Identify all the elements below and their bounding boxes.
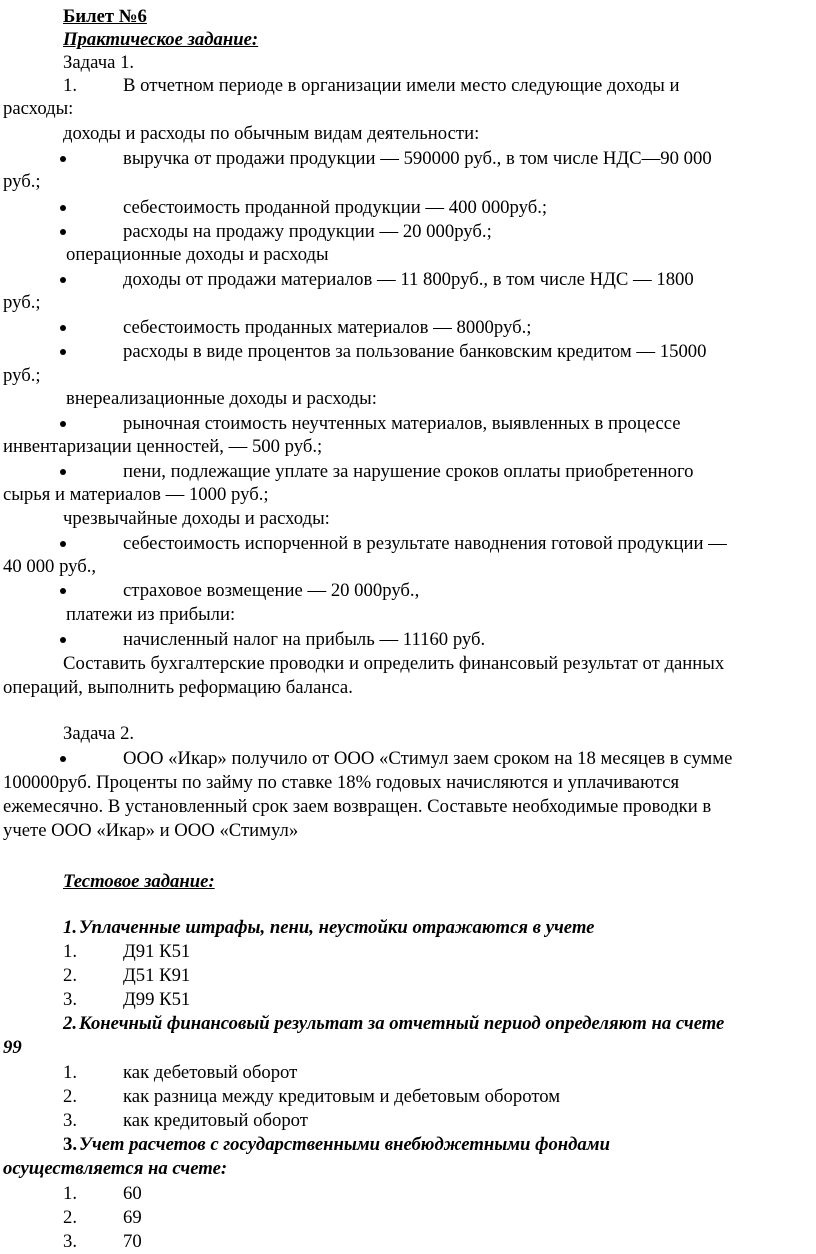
materials-income-item-cont <box>0 291 816 314</box>
option-number: 1. <box>63 941 78 962</box>
instruction-text: Составить бухгалтерские проводки и определить финансовый результат от данных <box>63 653 725 674</box>
bullet-icon <box>60 421 66 427</box>
bullet-icon <box>60 229 66 235</box>
profit-payments-heading: платежи из прибыли: <box>66 604 236 625</box>
question-1 <box>0 916 816 939</box>
question-3-cont <box>0 1157 816 1180</box>
task1-item-number: 1. <box>63 75 78 96</box>
revenue-text: выручка от продажи продукции — 590000 руб., в том числе НДС—90 000 <box>123 148 712 169</box>
option-text: Д99 К51 <box>123 989 191 1010</box>
materials-income-item <box>0 268 816 291</box>
question-2-text-cont: 99 <box>3 1037 22 1058</box>
penalty-text: пени, подлежащие уплате за нарушение сроков оплаты приобретенного <box>123 461 694 482</box>
practical-heading-line <box>0 28 816 51</box>
income-tax-item <box>0 628 816 651</box>
question-2-cont <box>0 1036 816 1059</box>
question-2-option <box>0 1085 816 1108</box>
task2-text: ООО «Икар» получило от ООО «Стимул заем сроком на 18 месяцев в сумме <box>123 748 733 769</box>
question-3-option <box>0 1206 816 1229</box>
operating-heading: операционные доходы и расходы <box>66 244 329 265</box>
materials-cost-text: себестоимость проданных материалов — 8000руб.; <box>123 317 532 338</box>
option-number: 1. <box>63 1062 78 1083</box>
insurance-text: страховое возмещение — 20 000руб., <box>123 580 420 601</box>
question-1-text: Уплаченные штрафы, пени, неустойки отражаются в учете <box>79 917 595 938</box>
flood-text-cont: 40 000 руб., <box>3 556 97 577</box>
task1-intro-line2 <box>0 97 816 120</box>
question-3-number: 3. <box>63 1134 78 1155</box>
interest-item-cont <box>0 364 816 387</box>
task1-intro-text-cont: расходы: <box>3 98 74 119</box>
option-text: 70 <box>123 1231 142 1252</box>
option-text: как дебетовый оборот <box>123 1062 298 1083</box>
question-1-option <box>0 940 816 963</box>
bullet-icon <box>60 469 66 475</box>
flood-item <box>0 532 816 555</box>
task2-label: Задача 2. <box>63 723 135 744</box>
task2-item <box>0 747 816 770</box>
insurance-item <box>0 579 816 602</box>
materials-income-text: доходы от продажи материалов — 11 800руб., в том числе НДС — 1800 <box>123 269 694 290</box>
penalty-item <box>0 460 816 483</box>
interest-text-cont: руб.; <box>3 365 41 386</box>
bullet-icon <box>60 156 66 162</box>
option-text: Д51 К91 <box>123 965 191 986</box>
nonoperating-heading: внереализационные доходы и расходы: <box>66 388 377 409</box>
operating-heading-line <box>0 243 816 266</box>
option-text: 60 <box>123 1183 142 1204</box>
surplus-item <box>0 412 816 435</box>
penalty-text-cont: сырья и материалов — 1000 руб.; <box>3 484 269 505</box>
task2-item-cont3 <box>0 819 816 842</box>
task1-intro-line <box>0 74 816 97</box>
materials-income-text-cont: руб.; <box>3 292 41 313</box>
surplus-text: рыночная стоимость неучтенных материалов, выявленных в процессе <box>123 413 681 434</box>
option-number: 3. <box>63 989 78 1010</box>
option-text: 69 <box>123 1207 142 1228</box>
profit-payments-heading-line <box>0 603 816 626</box>
cost-sold-text: себестоимость проданной продукции — 400 000руб.; <box>123 197 548 218</box>
question-3-option <box>0 1182 816 1205</box>
practical-heading: Практическое задание: <box>63 29 259 50</box>
option-number: 3. <box>63 1231 78 1252</box>
instruction-text-cont: операций, выполнить реформацию баланса. <box>3 677 353 698</box>
surplus-text-cont: инвентаризации ценностей, — 500 руб.; <box>3 436 323 457</box>
question-2-number: 2. <box>63 1013 78 1034</box>
bullet-icon <box>60 205 66 211</box>
task1-label: Задача 1. <box>63 52 135 73</box>
revenue-item-cont <box>0 170 816 193</box>
flood-text: себестоимость испорченной в результате наводнения готовой продукции — <box>123 533 727 554</box>
ordinary-heading: доходы и расходы по обычным видам деятельности: <box>63 123 480 144</box>
task2-text-cont2: ежемесячно. В установленный срок заем возвращен. Составьте необходимые проводки в <box>3 796 712 817</box>
question-2 <box>0 1012 816 1035</box>
selling-expenses-item <box>0 220 816 243</box>
question-3-text-cont: осуществляется на счете: <box>3 1158 228 1179</box>
option-number: 1. <box>63 1183 78 1204</box>
extraordinary-heading-line <box>0 507 816 530</box>
question-1-option <box>0 964 816 987</box>
revenue-item <box>0 147 816 170</box>
question-3-option <box>0 1230 816 1253</box>
option-number: 2. <box>63 1086 78 1107</box>
surplus-item-cont <box>0 435 816 458</box>
option-text: как кредитовый оборот <box>123 1110 308 1131</box>
ticket-title-line <box>0 5 816 28</box>
task2-text-cont1: 100000руб. Проценты по займу по ставке 18% годовых начисляются и уплачиваются <box>3 772 680 793</box>
test-heading-line <box>0 870 816 893</box>
option-number: 3. <box>63 1110 78 1131</box>
materials-cost-item <box>0 316 816 339</box>
task2-text-cont3: учете ООО «Икар» и ООО «Стимул» <box>3 820 299 841</box>
question-3-text: Учет расчетов с государственными внебюджетными фондами <box>79 1134 610 1155</box>
revenue-text-cont: руб.; <box>3 171 41 192</box>
bullet-icon <box>60 277 66 283</box>
bullet-icon <box>60 637 66 643</box>
question-2-text: Конечный финансовый результат за отчетный период определяют на счете <box>79 1013 725 1034</box>
bullet-icon <box>60 325 66 331</box>
question-1-number: 1. <box>63 917 78 938</box>
task1-label-line <box>0 51 816 74</box>
extraordinary-heading: чрезвычайные доходы и расходы: <box>63 508 330 529</box>
instruction-line-cont <box>0 676 816 699</box>
penalty-item-cont <box>0 483 816 506</box>
bullet-icon <box>60 756 66 762</box>
bullet-icon <box>60 588 66 594</box>
task2-item-cont2 <box>0 795 816 818</box>
ticket-title: Билет №6 <box>63 6 147 27</box>
test-heading: Тестовое задание: <box>63 871 215 892</box>
income-tax-text: начисленный налог на прибыль — 11160 руб. <box>123 629 486 650</box>
option-text: Д91 К51 <box>123 941 191 962</box>
task1-intro-text: В отчетном периоде в организации имели место следующие доходы и <box>123 75 680 96</box>
option-text: как разница между кредитовым и дебетовым оборотом <box>123 1086 561 1107</box>
option-number: 2. <box>63 965 78 986</box>
interest-text: расходы в виде процентов за пользование банковским кредитом — 15000 <box>123 341 707 362</box>
bullet-icon <box>60 541 66 547</box>
flood-item-cont <box>0 555 816 578</box>
nonoperating-heading-line <box>0 387 816 410</box>
interest-item <box>0 340 816 363</box>
question-2-option <box>0 1109 816 1132</box>
question-2-option <box>0 1061 816 1084</box>
cost-sold-item <box>0 196 816 219</box>
question-1-option <box>0 988 816 1011</box>
option-number: 2. <box>63 1207 78 1228</box>
bullet-icon <box>60 349 66 355</box>
task2-label-line <box>0 722 816 745</box>
ordinary-heading-line <box>0 122 816 145</box>
question-3 <box>0 1133 816 1156</box>
selling-expenses-text: расходы на продажу продукции — 20 000руб.; <box>123 221 492 242</box>
instruction-line <box>0 652 816 675</box>
task2-item-cont1 <box>0 771 816 794</box>
